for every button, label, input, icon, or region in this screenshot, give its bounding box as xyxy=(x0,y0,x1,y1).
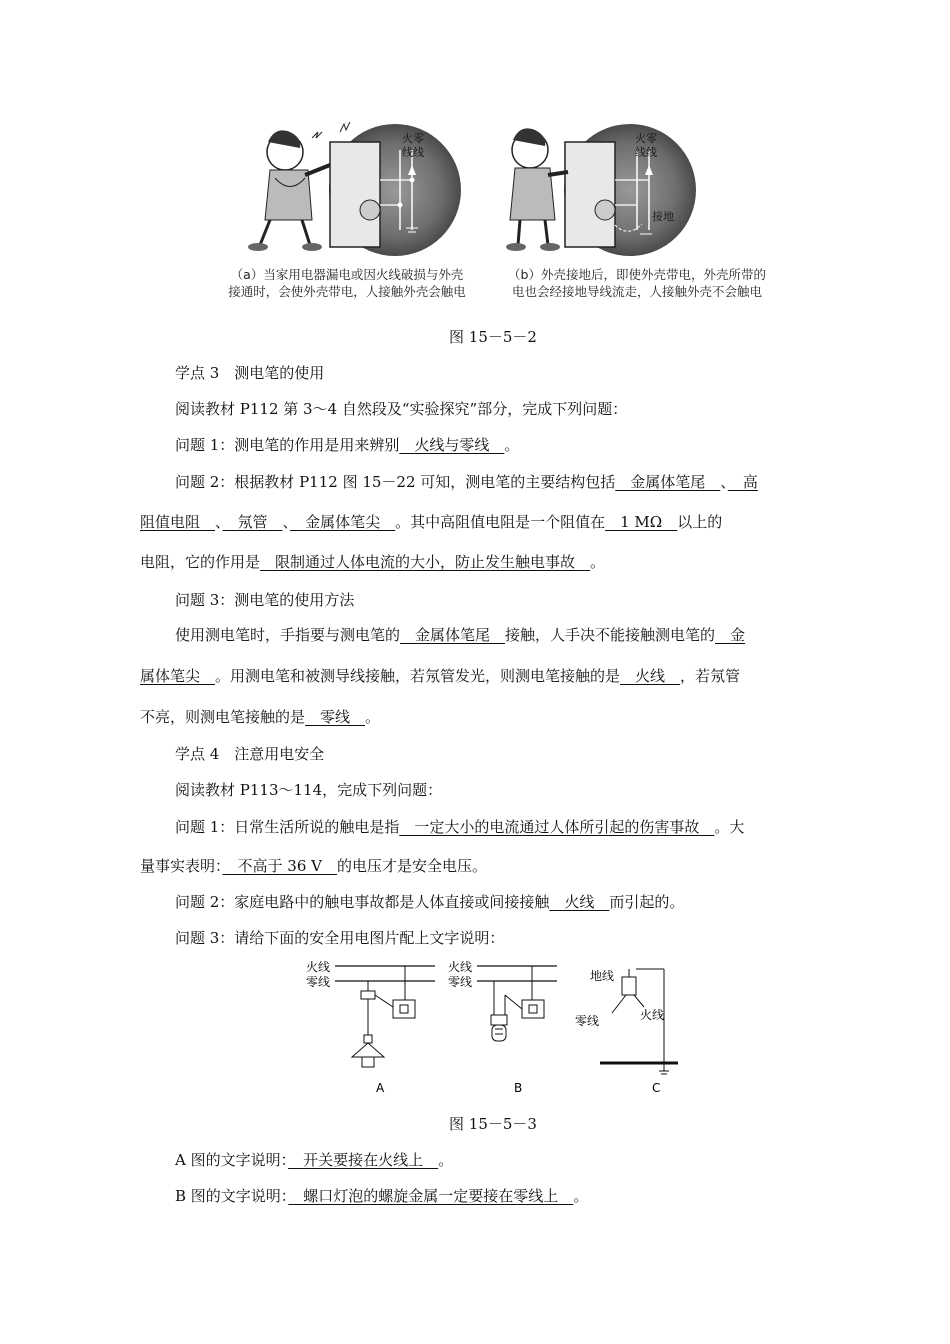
fig2-title: 图 15－5－3 xyxy=(449,1115,537,1133)
s3-q2-l3-text: 电阻，它的作用是 xyxy=(140,553,261,571)
s3-q1-end: 。 xyxy=(504,436,520,454)
s3-q2-line3 xyxy=(140,552,810,572)
svg-text:火零: 火零 xyxy=(402,132,424,145)
label-a: A xyxy=(376,1081,385,1095)
b-live-label: 火线 xyxy=(448,960,473,974)
s3-q2-text: 问题 2：根据教材 P112 图 15－22 可知，测电笔的主要结构包括 xyxy=(175,473,616,491)
s3-use-answer3: 火线 xyxy=(620,667,681,685)
c-live-label: 火线 xyxy=(640,1008,665,1022)
section4-heading: 学点 4 注意用电安全 xyxy=(175,745,325,763)
svg-text:火零: 火零 xyxy=(635,132,657,145)
svg-text:线线: 线线 xyxy=(402,146,424,159)
fig1-caption-a xyxy=(212,266,482,300)
label-b: B xyxy=(514,1081,523,1095)
section3-heading: 学点 3 测电笔的使用 xyxy=(175,364,325,382)
s4-q2-answer: 火线 xyxy=(549,893,610,911)
s3-q2-answer4: 金属体笔尖 xyxy=(290,513,396,531)
s3-use-text3: 。用测电笔和被测导线接触，若氖管发光，则测电笔接触的是 xyxy=(215,667,621,685)
answer-b-label: B 图的文字说明： xyxy=(175,1187,289,1205)
s3-q1-text: 问题 1：测电笔的作用是用来辨别 xyxy=(175,436,400,454)
c-neutral-label: 零线 xyxy=(575,1014,600,1028)
diagram-c xyxy=(575,968,678,1095)
section4-intro: 阅读教材 P113～114，完成下列问题： xyxy=(175,781,443,799)
s3-q2-answer3: 氖管 xyxy=(222,513,283,531)
s4-q1-answer: 一定大小的电流通过人体所引起的伤害事故 xyxy=(399,818,715,836)
caption-b-line2: 电也会经接地导线流走，人接触外壳不会触电 xyxy=(511,284,762,299)
s3-use-text4: ，若氖管 xyxy=(680,667,741,685)
caption-a-line1: （a）当家用电器漏电或因火线破损与外壳 xyxy=(230,267,464,282)
s4-q1-line1 xyxy=(175,817,810,837)
svg-text:接地: 接地 xyxy=(652,210,674,223)
a-live-label: 火线 xyxy=(306,960,331,974)
s4-q1-end: 。大 xyxy=(714,818,745,836)
fig1-title: 图 15－5－2 xyxy=(449,328,537,346)
s3-use-line3 xyxy=(140,707,810,727)
s3-use-answer4: 零线 xyxy=(305,708,366,726)
s3-q3: 问题 3：测电笔的使用方法 xyxy=(175,591,355,609)
caption-b-line1: （b）外壳接地后，即使外壳带电，外壳所带的 xyxy=(508,267,766,282)
answer-a-label: A 图的文字说明： xyxy=(175,1151,289,1169)
answer-b-text: 螺口灯泡的螺旋金属一定要接在零线上 xyxy=(288,1187,574,1205)
s4-q3: 问题 3：请给下面的安全用电图片配上文字说明： xyxy=(175,929,505,947)
safety-wiring-diagram xyxy=(300,955,690,1100)
answer-a xyxy=(175,1150,810,1170)
s3-q2-l3-end: 。 xyxy=(590,553,606,571)
s3-q2-answer5: 1 MΩ xyxy=(605,513,678,531)
s4-q1-answer2: 不高于 36 V xyxy=(222,857,337,875)
s3-q2-mid: 。其中高阻值电阻是一个阻值在 xyxy=(395,513,606,531)
b-neutral-label: 零线 xyxy=(448,975,473,989)
s3-q2-answer2a: 高 xyxy=(727,473,758,491)
s3-use-end: 。 xyxy=(365,708,381,726)
s3-use-text2: 接触，人手决不能接触测电笔的 xyxy=(505,626,716,644)
answer-a-end: 。 xyxy=(438,1151,454,1169)
s4-q1-line2 xyxy=(140,856,810,876)
s3-use-answer2a: 金 xyxy=(715,626,746,644)
diagram-b xyxy=(448,959,557,1095)
s3-q2-line2 xyxy=(140,512,810,532)
answer-b xyxy=(175,1186,810,1206)
s4-q1-l2-text: 量事实表明： xyxy=(140,857,223,875)
s4-q1-l2-end: 的电压才是安全电压。 xyxy=(336,857,487,875)
s3-q2-line1 xyxy=(175,472,810,492)
figure-15-5-3 xyxy=(300,955,690,1100)
answer-b-end: 。 xyxy=(573,1187,589,1205)
s4-q2-end: 而引起的。 xyxy=(609,893,685,911)
answer-a-text: 开关要接在火线上 xyxy=(288,1151,439,1169)
s3-q2-answer1: 金属体笔尾 xyxy=(615,473,721,491)
fig1-caption-b xyxy=(492,266,782,300)
a-neutral-label: 零线 xyxy=(306,975,331,989)
s3-use-answer1: 金属体笔尾 xyxy=(400,626,506,644)
s3-use-text5: 不亮，则测电笔接触的是 xyxy=(140,708,306,726)
panel-b xyxy=(506,124,696,256)
s3-use-answer2b: 属体笔尖 xyxy=(140,667,216,685)
label-c: C xyxy=(652,1081,661,1095)
s3-q2-answer6: 限制通过人体电流的大小，防止发生触电事故 xyxy=(260,553,591,571)
s3-q2-end: 以上的 xyxy=(677,513,723,531)
panel-a xyxy=(248,122,461,256)
s3-q2-sep2: 、 xyxy=(215,513,223,531)
s4-q2 xyxy=(175,892,810,912)
s3-use-line1 xyxy=(175,625,810,645)
caption-a-line2: 接通时，会使外壳带电，人接触外壳会触电 xyxy=(228,284,466,299)
s3-q2-sep3: 、 xyxy=(282,513,291,531)
svg-text:线线: 线线 xyxy=(635,146,657,159)
s4-q2-text: 问题 2：家庭电路中的触电事故都是人体直接或间接接触 xyxy=(175,893,550,911)
s3-q1 xyxy=(175,435,810,455)
section3-intro: 阅读教材 P112 第 3～4 自然段及“实验探究”部分，完成下列问题： xyxy=(175,400,628,418)
s3-use-line2 xyxy=(140,666,810,686)
s3-use-text1: 使用测电笔时，手指要与测电笔的 xyxy=(175,626,401,644)
s4-q1-text: 问题 1：日常生活所说的触电是指 xyxy=(175,818,400,836)
diagram-a xyxy=(306,959,435,1095)
s3-q2-answer2b: 阻值电阻 xyxy=(140,513,216,531)
s3-q1-answer: 火线与零线 xyxy=(399,436,505,454)
c-ground-label: 地线 xyxy=(590,969,615,983)
s3-q2-sep1: 、 xyxy=(720,473,728,491)
